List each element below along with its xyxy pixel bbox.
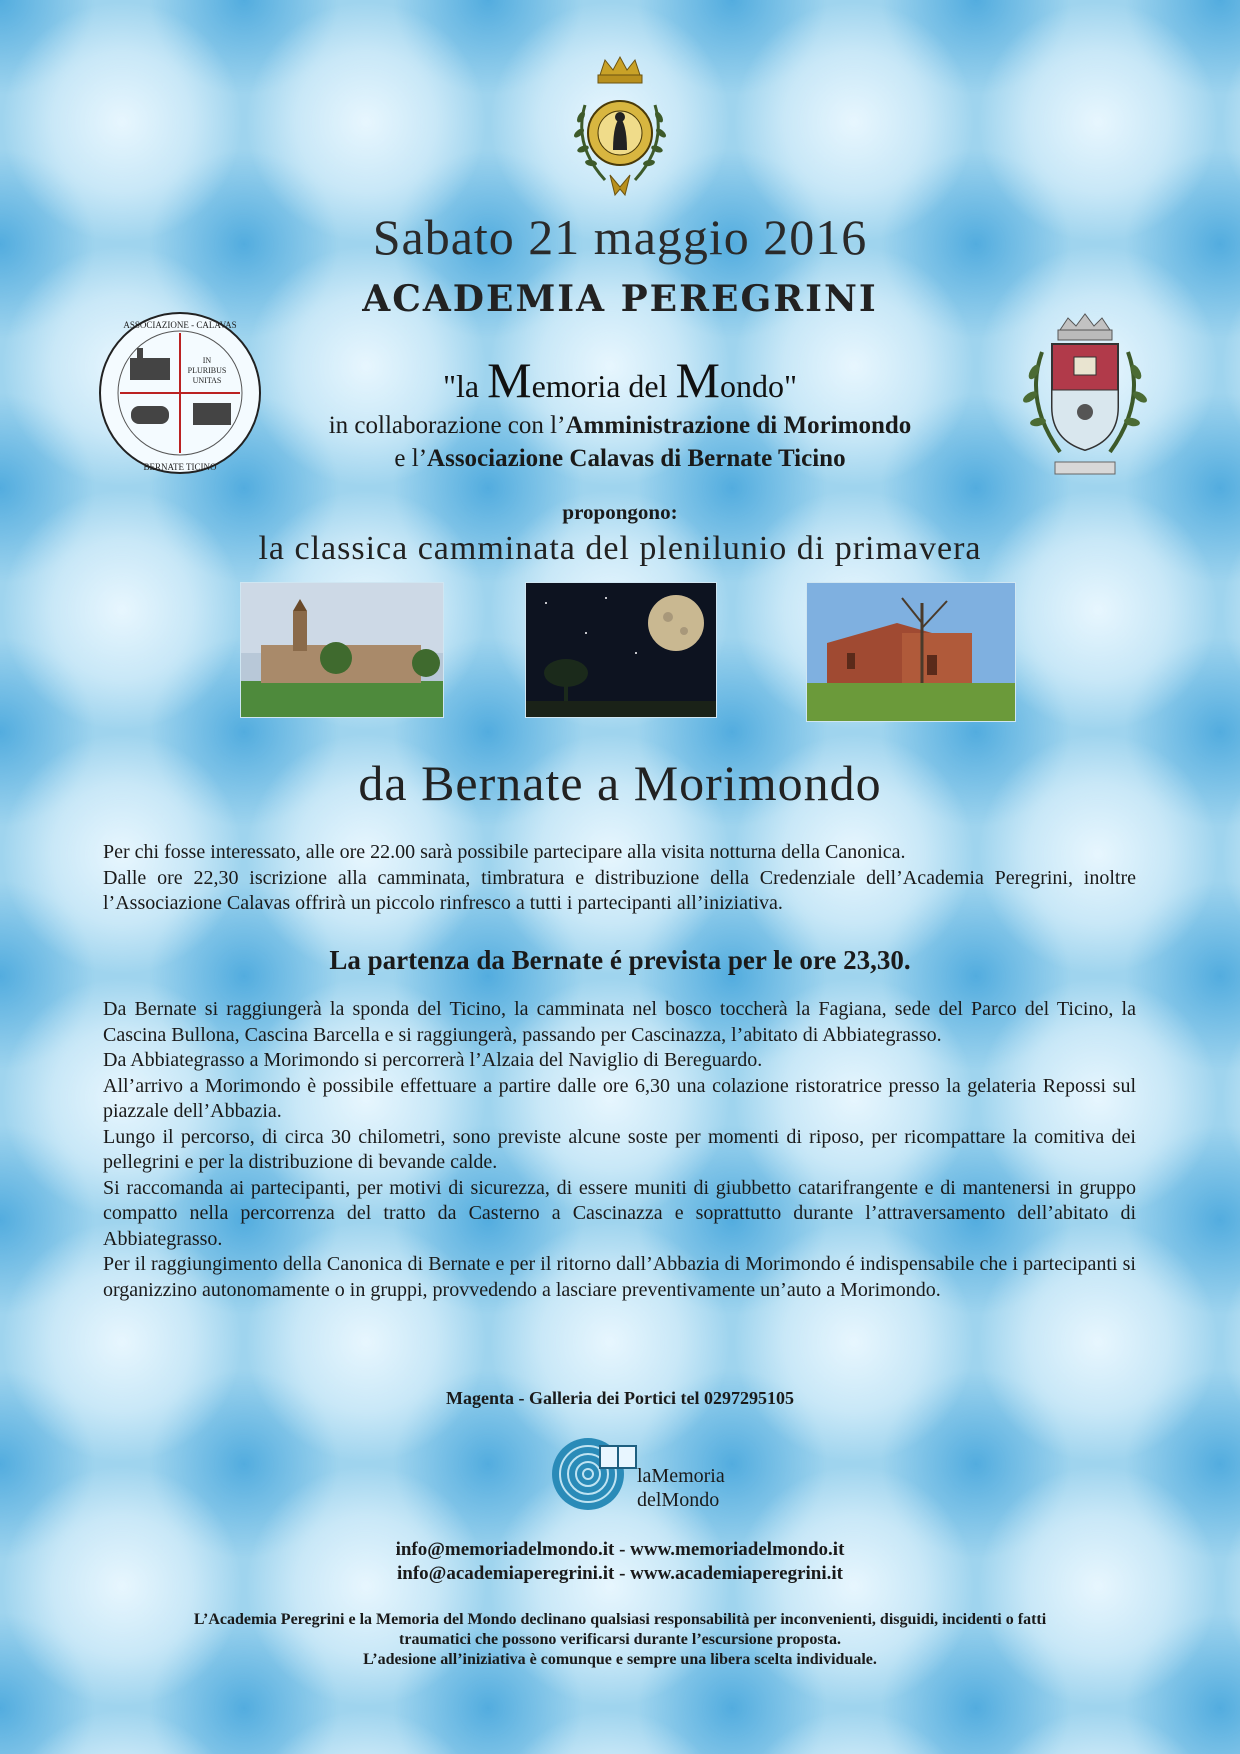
collaboration-line-2 <box>0 445 1240 473</box>
memoria-suffix: " <box>783 368 798 404</box>
email-line-academia[interactable]: info@academiaperegrini.it - www.academiaperegrini.it <box>397 1563 843 1584</box>
collab-line-2-bold: Associazione Calavas di Bernate Ticino <box>427 445 846 472</box>
svg-text:IN: IN <box>202 356 212 365</box>
svg-text:UNITAS: UNITAS <box>192 376 222 385</box>
disclaimer-line: traumatici che possono verificarsi durante l’escursione proposta. <box>399 1631 841 1648</box>
disclaimer-line: L’adesione all’iniziativa è comunque e sempre una libera scelta individuale. <box>363 1651 877 1668</box>
memoria-word: emoria <box>531 368 621 404</box>
details-line: Da Bernate si raggiungerà la sponda del Ticino, la camminata nel bosco toccherà la Fagiana, sede del Parco del Ticino, la Cascina Bullona, Cascina Barcella e si raggiungerà, passando per Cascinazza, l’abitato di Abbiategrasso. <box>103 998 1136 1046</box>
logo-line-1: laMemoria <box>637 1465 725 1487</box>
details-line: Si raccomanda ai partecipanti, per motivi di sicurezza, di essere muniti di giubbetto catarifrangente e di mantenersi in gruppo compatto nella percorrenza del tratto da Casterno a Cascinazza e soprattutto durante l’attraversamento dell’abitato di Abbiategrasso. <box>103 1176 1136 1250</box>
memoria-mid: del <box>620 368 676 404</box>
intro-paragraph <box>103 840 1136 917</box>
svg-text:PLURIBUS: PLURIBUS <box>187 366 227 375</box>
svg-text:ASSOCIAZIONE - CALAVAS: ASSOCIAZIONE - CALAVAS <box>123 320 237 330</box>
departure-time: La partenza da Bernate é prevista per le ore 23,30. <box>329 945 911 975</box>
details-line: Per il raggiungimento della Canonica di Bernate e per il ritorno dall’Abbazia di Morimondo é indispensabile che i partecipanti si organizzino autonomamente o in gruppi, provvedendo a lasciare preventivamente un’auto a Morimondo. <box>103 1253 1136 1301</box>
collab-line-2-text: e l’ <box>394 445 428 472</box>
details-line: Da Abbiategrasso a Morimondo si percorrerà l’Alzaia del Naviglio di Bereguardo. <box>103 1049 763 1071</box>
organization-name: ACADEMIA PEREGRINI <box>362 278 878 320</box>
academia-peregrini-crest <box>565 55 675 205</box>
shop-contact: Magenta - Galleria dei Portici tel 0297295105 <box>446 1388 794 1408</box>
canonica-photo <box>240 582 444 718</box>
memoria-prefix: "la <box>442 368 488 404</box>
propongono-label: propongono: <box>562 500 678 524</box>
memoria-del-mondo-logo <box>545 1432 765 1512</box>
details-line: Lungo il percorso, di circa 30 chilometri, sono previste alcune soste per momenti di riposo, per ricompattare la comitiva dei pellegrini e per la distribuzione di bevande calde. <box>103 1125 1136 1173</box>
full-moon-photo <box>525 582 717 718</box>
details-line: All’arrivo a Morimondo è possibile effettuare a partire dalle ore 6,30 una colazione ristoratrice presso la gelateria Repossi sul piazzale dell’Abbazia. <box>103 1074 1136 1122</box>
memoria-del-mondo-title <box>0 352 1240 408</box>
logo-line-2: delMondo <box>637 1489 720 1511</box>
intro-line: Dalle ore 22,30 iscrizione alla camminata, timbratura e distribuzione della Credenziale dell’Academia Peregrini, inoltre l’Associazione Calavas offrirà un piccolo rinfresco a tutti i partecipanti all’iniziativa. <box>103 866 1136 914</box>
details-paragraph <box>103 997 1136 1303</box>
event-date: Sabato 21 maggio 2016 <box>372 209 868 265</box>
mondo-word: ondo <box>719 368 784 404</box>
intro-line: Per chi fosse interessato, alle ore 22.00 sarà possibile partecipare alla visita notturna della Canonica. <box>103 841 906 863</box>
morimondo-abbey-photo <box>806 582 1016 722</box>
svg-text:BERNATE TICINO: BERNATE TICINO <box>143 462 217 472</box>
collab-line-1-text: in collaborazione con l’ <box>328 412 566 439</box>
contact-emails <box>0 1538 1240 1586</box>
collab-line-1-bold: Amministrazione di Morimondo <box>565 412 912 439</box>
disclaimer-line: L’Academia Peregrini e la Memoria del Mondo declinano qualsiasi responsabilità per inconvenienti, disguidi, incidenti o fatti <box>193 1611 1047 1628</box>
disclaimer <box>0 1610 1240 1670</box>
route-title: da Bernate a Morimondo <box>358 755 882 811</box>
memoria-initial-m: M <box>487 352 532 408</box>
event-description: la classica camminata del plenilunio di primavera <box>258 530 982 567</box>
mondo-initial-m: M <box>675 352 720 408</box>
email-line-memoria[interactable]: info@memoriadelmondo.it - www.memoriadelmondo.it <box>395 1539 845 1560</box>
collaboration-line-1 <box>0 412 1240 440</box>
